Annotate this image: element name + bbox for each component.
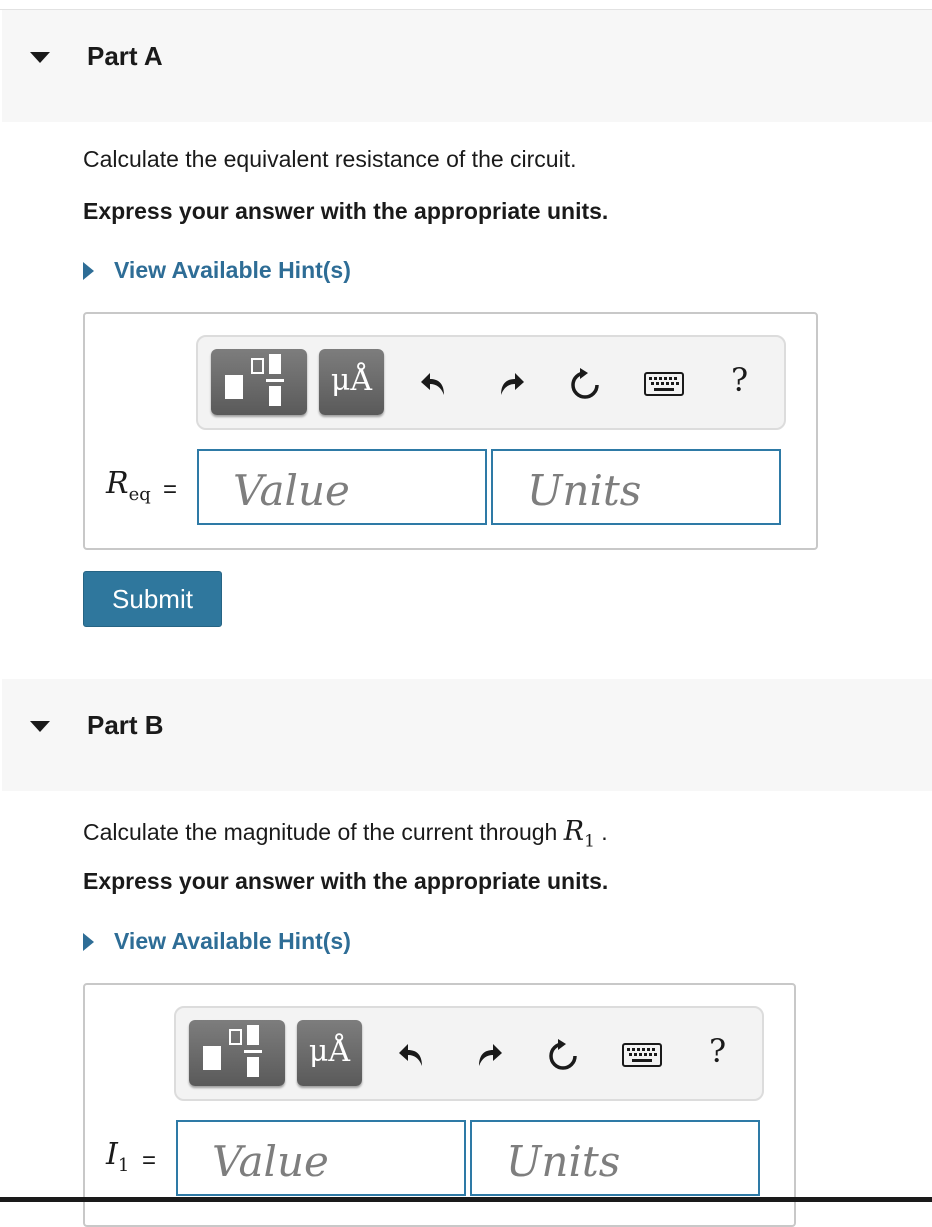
redo-icon[interactable] (473, 1038, 507, 1072)
undo-icon[interactable] (416, 367, 450, 401)
units-field[interactable] (470, 1120, 760, 1196)
expand-triangle-icon (83, 933, 94, 951)
question-suffix: . (594, 819, 608, 845)
collapse-caret-icon[interactable] (30, 721, 50, 732)
equals-sign: = (142, 1147, 157, 1174)
math-toolbar (196, 335, 786, 430)
variable-symbol: I (106, 1137, 118, 1172)
collapse-caret-icon[interactable] (30, 52, 50, 63)
reset-icon[interactable] (546, 1038, 580, 1072)
redo-icon[interactable] (495, 367, 529, 401)
help-icon[interactable]: ? (709, 1032, 727, 1070)
part-a-answer-box (83, 312, 818, 550)
question-var-symbol: R (563, 816, 585, 847)
question-variable (563, 816, 595, 852)
fraction-template-button[interactable] (211, 349, 307, 415)
value-field[interactable] (176, 1120, 466, 1196)
question-text: Calculate the magnitude of the current through (83, 819, 564, 845)
hint-link-label[interactable]: View Available Hint(s) (114, 928, 351, 954)
part-a-title: Part A (87, 41, 163, 71)
units-icon: μÅ (308, 1034, 351, 1069)
part-a-hint-toggle[interactable] (83, 257, 351, 284)
units-input[interactable] (472, 1122, 758, 1194)
units-field[interactable] (491, 449, 781, 525)
part-a-instruction: Express your answer with the appropriate units. (83, 198, 609, 224)
part-b-question (83, 816, 608, 851)
bottom-border (0, 1197, 932, 1202)
keyboard-icon[interactable] (622, 1038, 662, 1072)
part-b-answer-box (83, 983, 796, 1227)
variable-subscript: 1 (117, 1155, 130, 1176)
units-icon: μÅ (330, 363, 373, 398)
reset-icon[interactable] (568, 367, 602, 401)
variable-subscript: eq (128, 484, 151, 505)
equals-sign: = (163, 476, 178, 503)
value-input[interactable] (178, 1122, 464, 1194)
help-icon[interactable]: ? (731, 361, 749, 399)
part-b-title: Part B (87, 710, 164, 740)
question-var-subscript: 1 (584, 831, 595, 852)
units-button[interactable] (319, 349, 384, 415)
value-input[interactable] (199, 451, 485, 523)
variable-symbol: R (106, 466, 129, 501)
expand-triangle-icon (83, 262, 94, 280)
fraction-template-icon (211, 349, 307, 415)
fraction-template-icon (189, 1020, 285, 1086)
units-button[interactable] (297, 1020, 362, 1086)
submit-button[interactable]: Submit (83, 571, 222, 627)
part-b-hint-toggle[interactable] (83, 928, 351, 955)
part-b-instruction: Express your answer with the appropriate units. (83, 868, 609, 894)
value-field[interactable] (197, 449, 487, 525)
keyboard-icon[interactable] (644, 367, 684, 401)
answer-variable-label (106, 1137, 129, 1176)
undo-icon[interactable] (394, 1038, 428, 1072)
answer-variable-label (106, 466, 151, 505)
hint-link-label[interactable]: View Available Hint(s) (114, 257, 351, 283)
fraction-template-button[interactable] (189, 1020, 285, 1086)
units-input[interactable] (493, 451, 779, 523)
part-a-question: Calculate the equivalent resistance of the circuit. (83, 146, 577, 172)
math-toolbar (174, 1006, 764, 1101)
